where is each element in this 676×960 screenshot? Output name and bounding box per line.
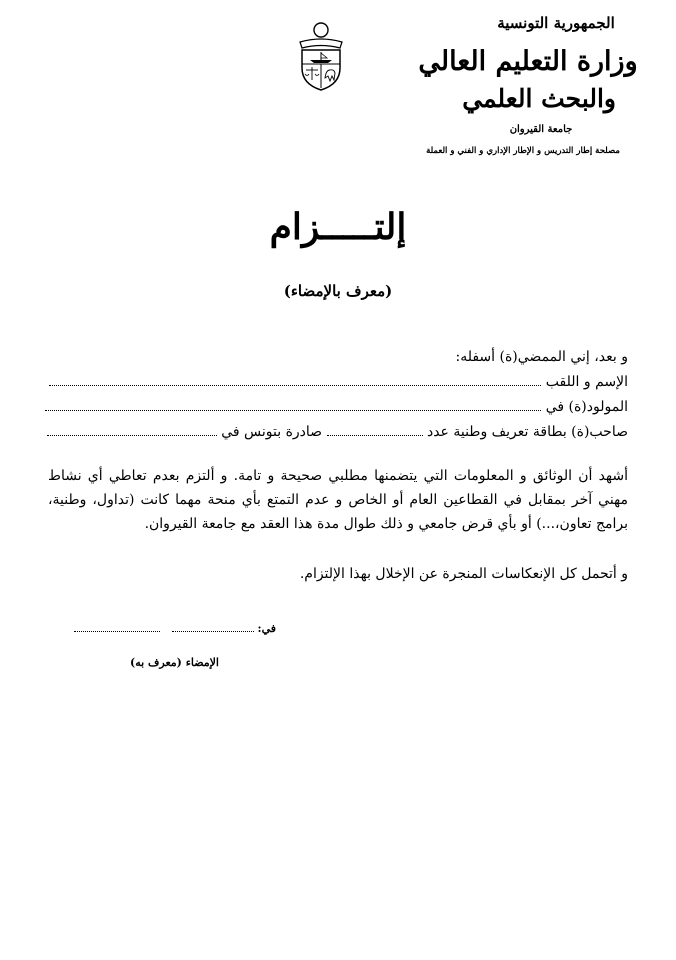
signature-date-label: في: [257, 622, 277, 635]
birth-field[interactable] [45, 398, 541, 411]
signature-date-row [74, 622, 276, 635]
ministry-name-line1: وزارة التعليم العالي [418, 46, 638, 77]
id-label: صاحب(ة) بطاقة تعريف وطنية عدد [426, 424, 628, 440]
commitment-paragraph: أشهد أن الوثائق و المعلومات التي يتضمنها مطلبي صحيحة و تامة. و ألتزم بعدم تعاطي أي نشاط مهني آخر بمقابل في القطاعين العام أو الخاص و عدم التمتع بأي منحة مهما كانت (تداول، وطنية، برامج تعاون،...) أو بأي قرض جامعي و ذلك طوال مدة هذا العقد مع جامعة القيروان. [48, 468, 628, 532]
university-name: جامعة القيروان [509, 124, 573, 135]
issued-date-field[interactable] [47, 423, 217, 436]
id-number-field[interactable] [327, 423, 423, 436]
signature-date-field[interactable] [172, 622, 254, 632]
document-title: إلتـــــزام [269, 206, 407, 248]
intro-line [455, 349, 628, 365]
name-field[interactable] [49, 373, 541, 386]
issued-label: صادرة بتونس في [221, 424, 323, 440]
republic-header: الجمهورية التونسية [497, 14, 615, 32]
id-field-row [47, 423, 628, 440]
service-name: مصلحة إطار التدريس و الإطار الإداري و الفني و العملة [426, 146, 620, 156]
document-subtitle: (معرف بالإمضاء) [283, 282, 393, 300]
ministry-name-line2: والبحث العلمي [462, 84, 616, 113]
liability-paragraph: و أتحمل كل الإنعكاسات المنجرة عن الإخلال بهذا الإلتزام. [299, 566, 628, 582]
birth-label: المولود(ة) في [545, 399, 628, 415]
tunisia-coat-of-arms-icon [292, 20, 350, 92]
signature-place-field[interactable] [74, 622, 160, 632]
signature-label: الإمضاء (معرف به) [130, 656, 219, 669]
birth-field-row [45, 398, 628, 415]
name-label: الإسم و اللقب [545, 374, 628, 390]
intro-text: و بعد، إني الممضي(ة) أسفله: [455, 349, 628, 365]
name-field-row [49, 373, 628, 390]
